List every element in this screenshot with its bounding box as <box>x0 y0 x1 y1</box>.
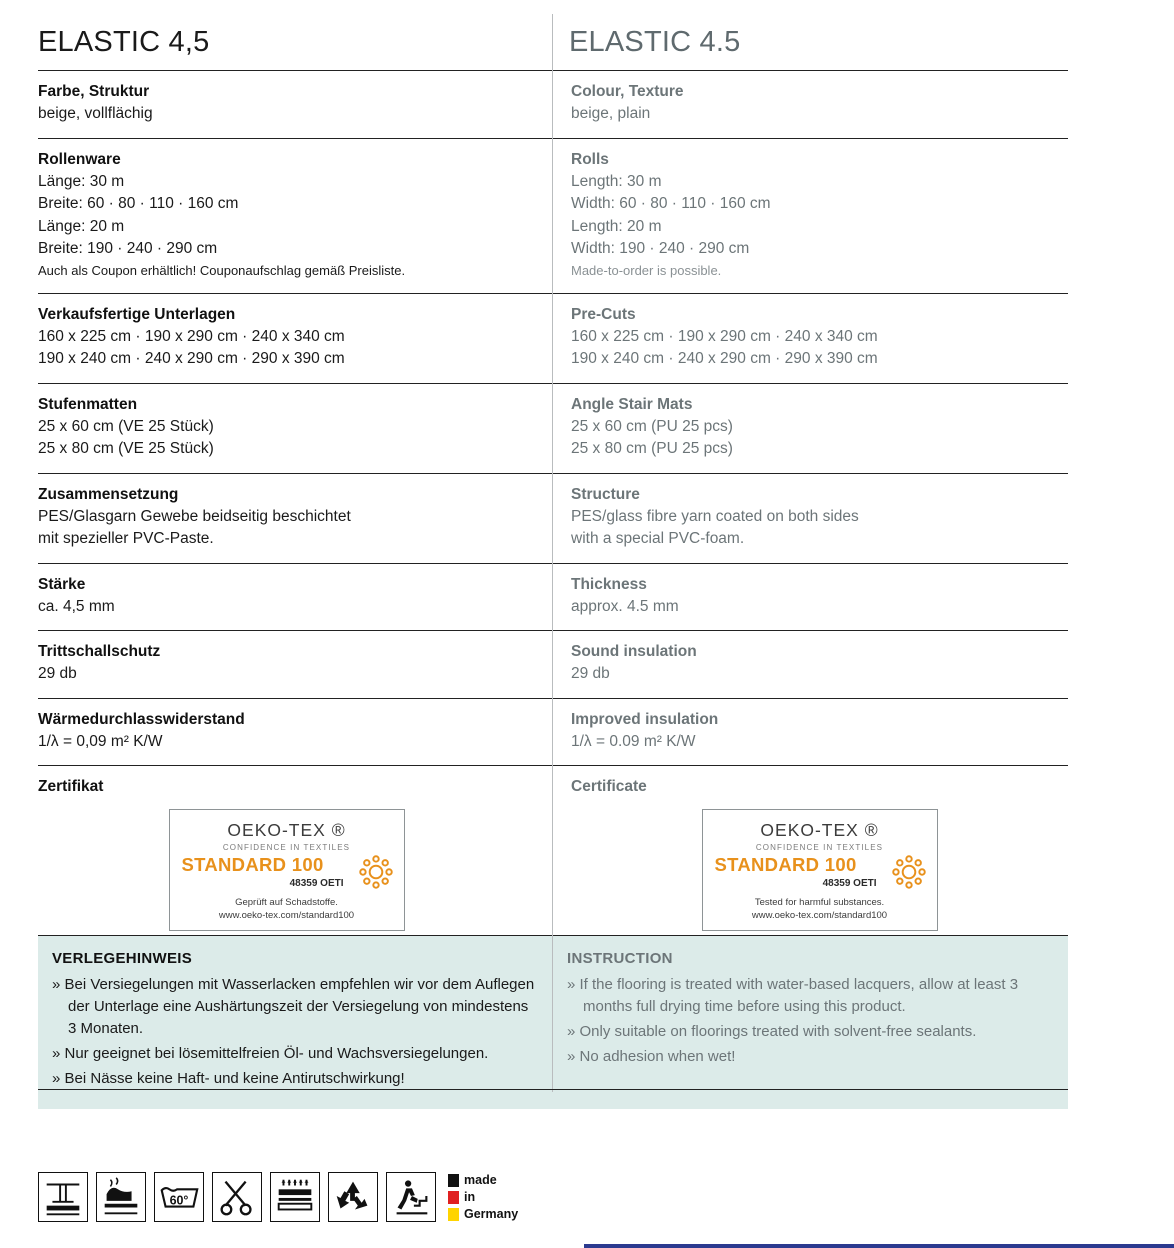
row-value-en: 25 x 60 cm (PU 25 pcs) <box>571 417 733 435</box>
oeko-tex-number: 48359 OETI <box>822 878 877 889</box>
layers-icon <box>270 1172 320 1222</box>
row-value-de: mit spezieller PVC-Paste. <box>38 530 214 547</box>
row-value-en: Width: 190 · 240 · 290 cm <box>571 240 750 257</box>
stairs-walking-icon <box>386 1172 436 1222</box>
column-divider <box>552 14 553 1092</box>
row-cell-en <box>553 699 1068 766</box>
oeko-tex-title: OEKO-TEX ® <box>760 820 879 840</box>
made-row <box>448 1172 518 1189</box>
row-cell-en <box>553 564 1068 631</box>
oeko-tex-footnote-2: www.oeko-tex.com/standard100 <box>751 910 888 921</box>
table-row <box>38 563 1068 631</box>
table-row <box>38 293 1068 383</box>
table-row <box>38 383 1068 473</box>
row-label-de: Trittschallschutz <box>38 643 161 660</box>
sunburst-icon <box>358 854 394 890</box>
row-label-en: Structure <box>571 485 640 503</box>
certificate-row <box>38 765 1068 935</box>
row-label-de: Stufenmatten <box>38 395 138 413</box>
row-cell-en <box>553 71 1068 138</box>
stairs-walking-glyph <box>387 1173 435 1221</box>
recycling-glyph <box>329 1173 377 1221</box>
table-underlay-glyph <box>39 1173 87 1221</box>
in-text: in <box>464 1190 476 1204</box>
row-value-de: beige, vollflächig <box>38 105 153 122</box>
row-value-en: 1/λ = 0.09 m² K/W <box>571 732 696 750</box>
symbol-strip <box>38 1172 518 1223</box>
instruction-item: » Nur geeignet bei lösemittelfreien Öl- und Wachsversiegelungen. <box>52 1045 489 1062</box>
row-value-en: 25 x 80 cm (PU 25 pcs) <box>571 440 733 457</box>
datasheet-table <box>38 14 1068 1109</box>
table-row <box>38 473 1068 563</box>
title-cell-de <box>38 14 553 70</box>
row-value-en: PES/glass fibre yarn coated on both sides <box>571 507 859 525</box>
sunburst-icon <box>891 854 927 890</box>
germany-row <box>448 1206 518 1223</box>
instruction-item: » Bei Versiegelungen mit Wasserlacken empfehlen wir vor dem Auflegen der Unterlage eine Aushärtungszeit der Versiegelung von mindestens 3 Monaten. <box>52 976 535 1037</box>
svg-text:60°: 60° <box>169 1193 189 1208</box>
instruction-item: » No adhesion when wet! <box>567 1048 736 1065</box>
row-value-en: Length: 20 m <box>571 217 662 235</box>
row-label-de: Wärmedurchlasswiderstand <box>38 710 245 728</box>
instruction-item: » Bei Nässe keine Haft- und keine Antirutschwirkung! <box>52 1070 405 1087</box>
oeko-tex-logo-de <box>169 809 405 931</box>
row-cell-de <box>38 699 553 766</box>
oeko-tex-title: OEKO-TEX ® <box>227 820 346 840</box>
row-label-de: Rollenware <box>38 150 121 168</box>
row-label-en: Colour, Texture <box>571 83 684 100</box>
instruction-en <box>553 936 1068 1109</box>
row-cell-de <box>38 474 553 563</box>
in-row <box>448 1189 518 1206</box>
row-value-de: 29 db <box>38 665 77 682</box>
row-value-de: 160 x 225 cm · 190 x 290 cm · 240 x 340 cm <box>38 327 345 345</box>
underfloor-heating-icon <box>96 1172 146 1222</box>
table-row <box>38 138 1068 293</box>
oeko-tex-footnote-1: Geprüft auf Schadstoffe. <box>235 897 338 908</box>
table-row <box>38 630 1068 698</box>
row-value-en: 160 x 225 cm · 190 x 290 cm · 240 x 340 cm <box>571 327 878 345</box>
row-value-en: 190 x 240 cm · 240 x 290 cm · 290 x 390 cm <box>571 350 878 367</box>
layers-glyph <box>271 1173 319 1221</box>
oeko-tex-number: 48359 OETI <box>289 878 344 889</box>
table-underlay-icon <box>38 1172 88 1222</box>
row-value-de: Breite: 60 · 80 · 110 · 160 cm <box>38 195 239 212</box>
row-value-de: 1/λ = 0,09 m² K/W <box>38 732 163 750</box>
row-value-en: 29 db <box>571 665 610 682</box>
row-label-de: Stärke <box>38 575 86 593</box>
certificate-label-en: Certificate <box>571 778 647 795</box>
oeko-tex-footnote-2: www.oeko-tex.com/standard100 <box>218 910 355 921</box>
page-title-en: ELASTIC 4.5 <box>569 26 741 58</box>
row-value-de: 25 x 80 cm (VE 25 Stück) <box>38 440 214 457</box>
scissors-cuttable-icon <box>212 1172 262 1222</box>
row-value-de: Breite: 190 · 240 · 290 cm <box>38 240 218 257</box>
row-value-en: with a special PVC-foam. <box>571 530 745 547</box>
wash-tub-glyph <box>155 1173 203 1221</box>
table-row <box>38 70 1068 138</box>
bottom-accent-bar <box>584 1244 1174 1248</box>
row-value-de: 25 x 60 cm (VE 25 Stück) <box>38 417 214 435</box>
row-label-en: Rolls <box>571 150 609 168</box>
recycling-icon <box>328 1172 378 1222</box>
row-cell-de <box>38 139 553 293</box>
instruction-item: » Only suitable on floorings treated with solvent-free sealants. <box>567 1023 977 1040</box>
flag-yellow-swatch <box>448 1208 459 1221</box>
row-value-en: Width: 60 · 80 · 110 · 160 cm <box>571 195 771 212</box>
title-cell-en <box>553 14 1068 70</box>
scissors-glyph <box>213 1173 261 1221</box>
flag-red-swatch <box>448 1191 459 1204</box>
row-cell-en <box>553 294 1068 383</box>
certificate-cell-de <box>38 766 553 935</box>
washing-60-icon <box>154 1172 204 1222</box>
row-cell-de <box>38 564 553 631</box>
row-label-de: Zusammensetzung <box>38 485 179 503</box>
row-label-en: Pre-Cuts <box>571 305 636 323</box>
row-note-de: Auch als Coupon erhältlich! Couponaufschlag gemäß Preisliste. <box>38 262 406 278</box>
instruction-de <box>38 936 553 1109</box>
row-cell-en <box>553 384 1068 473</box>
table-row <box>38 698 1068 766</box>
oeko-tex-subtitle: CONFIDENCE IN TEXTILES <box>222 843 351 852</box>
instruction-box <box>38 935 1068 1109</box>
row-value-de: ca. 4,5 mm <box>38 597 115 615</box>
instruction-item: » If the flooring is treated with water-based lacquers, allow at least 3 months full drying time before using this product. <box>567 976 1019 1015</box>
germany-text: Germany <box>464 1207 519 1221</box>
row-value-de: 190 x 240 cm · 240 x 290 cm · 290 x 390 cm <box>38 350 345 367</box>
instruction-box-bottom-border <box>38 1089 1068 1090</box>
oeko-tex-standard: STANDARD 100 <box>181 854 324 875</box>
oeko-tex-subtitle: CONFIDENCE IN TEXTILES <box>755 843 884 852</box>
oeko-tex-footnote-1: Tested for harmful substances. <box>754 897 885 908</box>
oeko-tex-logo-en <box>702 809 938 931</box>
page-title-de: ELASTIC 4,5 <box>38 26 210 58</box>
row-cell-en <box>553 631 1068 698</box>
oeko-tex-logo-de-wrap <box>38 809 535 931</box>
row-cell-de <box>38 71 553 138</box>
row-label-de: Verkaufsfertige Unterlagen <box>38 305 236 323</box>
flag-black-swatch <box>448 1174 459 1187</box>
oeko-tex-logo-en-wrap <box>571 809 1068 931</box>
underfloor-heating-glyph <box>97 1173 145 1221</box>
row-cell-de <box>38 384 553 473</box>
row-cell-de <box>38 631 553 698</box>
row-cell-en <box>553 474 1068 563</box>
row-cell-en <box>553 139 1068 293</box>
certificate-label-de: Zertifikat <box>38 778 104 795</box>
made-text: made <box>464 1173 497 1187</box>
certificate-cell-en <box>553 766 1068 935</box>
row-note-en: Made-to-order is possible. <box>571 262 722 278</box>
row-value-de: Länge: 30 m <box>38 172 125 190</box>
instruction-label-de: VERLEGEHINWEIS <box>52 950 193 967</box>
title-row <box>38 14 1068 70</box>
oeko-tex-standard: STANDARD 100 <box>714 854 857 875</box>
row-cell-de <box>38 294 553 383</box>
row-value-en: beige, plain <box>571 105 651 122</box>
row-value-en: Length: 30 m <box>571 172 662 190</box>
instruction-label-en: INSTRUCTION <box>567 950 673 967</box>
row-value-de: PES/Glasgarn Gewebe beidseitig beschichtet <box>38 507 351 525</box>
row-label-de: Farbe, Struktur <box>38 83 150 100</box>
row-label-en: Angle Stair Mats <box>571 395 693 413</box>
row-label-en: Thickness <box>571 575 647 593</box>
row-value-de: Länge: 20 m <box>38 217 125 235</box>
made-in-germany-label <box>448 1172 518 1223</box>
row-label-en: Sound insulation <box>571 643 697 660</box>
row-label-en: Improved insulation <box>571 710 719 728</box>
row-value-en: approx. 4.5 mm <box>571 597 679 615</box>
